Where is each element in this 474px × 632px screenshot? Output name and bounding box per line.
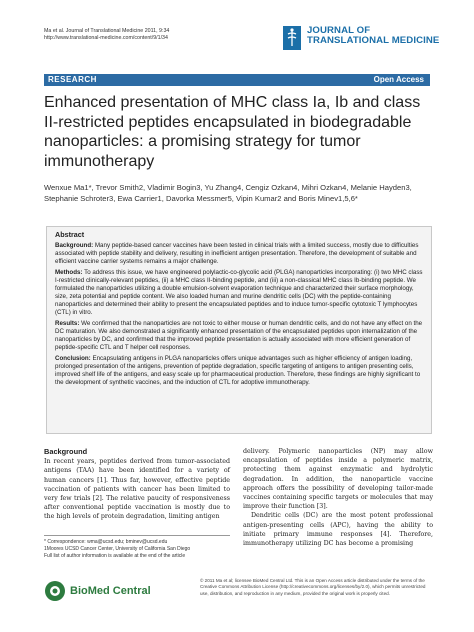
body-paragraph: Dendritic cells (DC) are the most potent professional antigen-presenting cells (APC), having the ability to initiate primary immune responses [4]. Therefore, immunotherapy utilizing DC has become a promising	[243, 512, 433, 548]
abstract-conclusion: Conclusion: Encapsulating antigens in PLGA nanoparticles offers unique advantages such as higher efficiency of antigen loading, prolonged presentation of the antigens, prevention of peptide degradation, specific targeting of antigens to antigen presenting cells, improved shelf life of the antigens, and easy scale up for pharmaceutical production. Therefore, these findings are highly significant to the development of synthetic vaccines, and the induction of CTL for adoptive immunotherapy.	[55, 355, 421, 386]
citation-line: Ma et al. Journal of Translational Medicine 2011, 9:34	[44, 28, 170, 34]
journal-name-line2: TRANSLATIONAL MEDICINE	[307, 35, 440, 46]
journal-emblem-icon	[283, 26, 301, 50]
journal-logo	[283, 26, 439, 50]
abstract-methods: Methods: To address this issue, we have engineered polylactic-co-glycolic acid (PLGA) nanoparticles incorporating: (i) two MHC class I-restricted clinically-relevant peptides, (ii) a MHC class II-binding peptide, and (iii) a non-classical MHC class Ib-binding peptide. We formulated the nanoparticles utilizing a double emulsion-solvent evaporation technique and characterized their surface morphology, size, zeta potential and peptide content. We also loaded human and murine dendritic cells (DC) with the peptide-containing nanoparticles and determined their ability to present the encapsulated peptides and to induce tumor-specific cytotoxic T lymphocytes (CTL) in vitro.	[55, 269, 423, 316]
author-info-note: Full list of author information is available at the end of the article	[44, 553, 186, 559]
footnotes	[44, 535, 230, 560]
citation-url[interactable]: http://www.translational-medicine.com/content/9/1/34	[44, 34, 168, 41]
article-title: Enhanced presentation of MHC class Ia, Ib and class II-restricted peptides encapsulated in biodegradable nanoparticles: a promising strategy for tumor immunotherapy	[44, 94, 421, 170]
license-text: © 2011 Ma et al; licensee BioMed Central Ltd. This is an Open Access article distributed under the terms of the Creative Commons Attribution License (http://creativecommons.org/licenses/by/2.0), which permits unrestricted use, distribution, and reproduction in any medium, provided the original work is properly cited.	[200, 578, 426, 596]
article-type-banner	[44, 74, 430, 86]
body-column-right	[243, 447, 433, 548]
publisher-logo	[44, 580, 151, 602]
biomed-central-icon	[44, 580, 66, 602]
affiliation-note: 1Moores UCSD Cancer Center, University of California San Diego	[44, 546, 191, 552]
body-paragraph: delivery. Polymeric nanoparticles (NP) may allow encapsulation of peptides inside a polymeric matrix, protecting them against enzymatic and hydrolytic degradation. In addition, the nanoparticle vaccine approach offers the possibility of developing tailor-made vaccines containing specific targets or molecules that may improve their function [3].	[243, 448, 433, 511]
journal-name-line1: JOURNAL OF	[307, 25, 371, 36]
body-paragraph: In recent years, peptides derived from tumor-associated antigens (TAA) have been identified for a variety of human cancers [1]. Thus far, however, effective peptide vaccination of patients with cancer has been limited to very few trials [2]. The relative paucity of responsiveness after conventional peptide vaccination is mostly due to the high levels of protein degradation, limiting antigen	[44, 458, 230, 521]
open-access-label: Open Access	[373, 75, 424, 84]
body-column-left	[44, 447, 230, 522]
author-list: Wenxue Ma1*, Trevor Smith2, Vladimir Bogin3, Yu Zhang4, Cengiz Ozkan4, Mihri Ozkan4, Melanie Hayden3, Stephanie Schroter3, Ewa Carrier1, Davorka Messmer5, Vipin Kumar2 and Boris Minev1,5,6*	[44, 183, 412, 203]
abstract-results: Results: We confirmed that the nanoparticles are not toxic to either mouse or human dendritic cells, and do not have any effect on the DC maturation. We also demonstrated a significantly enhanced presentation of the encapsulated peptides upon internalization of the nanoparticles by DC, and confirmed that the improved peptide presentation is actually associated with more efficient generation of peptide-specific CTL and T helper cell responses.	[55, 320, 423, 351]
abstract-box	[46, 226, 432, 434]
section-heading-background: Background	[44, 447, 88, 456]
correspondence-note[interactable]: * Correspondence: wma@ucsd.edu; bminev@ucsd.edu	[44, 539, 168, 545]
abstract-heading: Abstract	[55, 230, 85, 239]
abstract-background: Background: Many peptide-based cancer vaccines have been tested in clinical trials with a limited success, mostly due to difficulties associated with peptide stability and delivery, resulting in inefficient antigen presentation. Therefore, the development of suitable and efficient vaccine carrier systems remains a major challenge.	[55, 242, 419, 265]
citation-header	[44, 28, 169, 42]
article-type-label: RESEARCH	[48, 75, 97, 84]
publisher-name: BioMed Central	[70, 585, 151, 597]
